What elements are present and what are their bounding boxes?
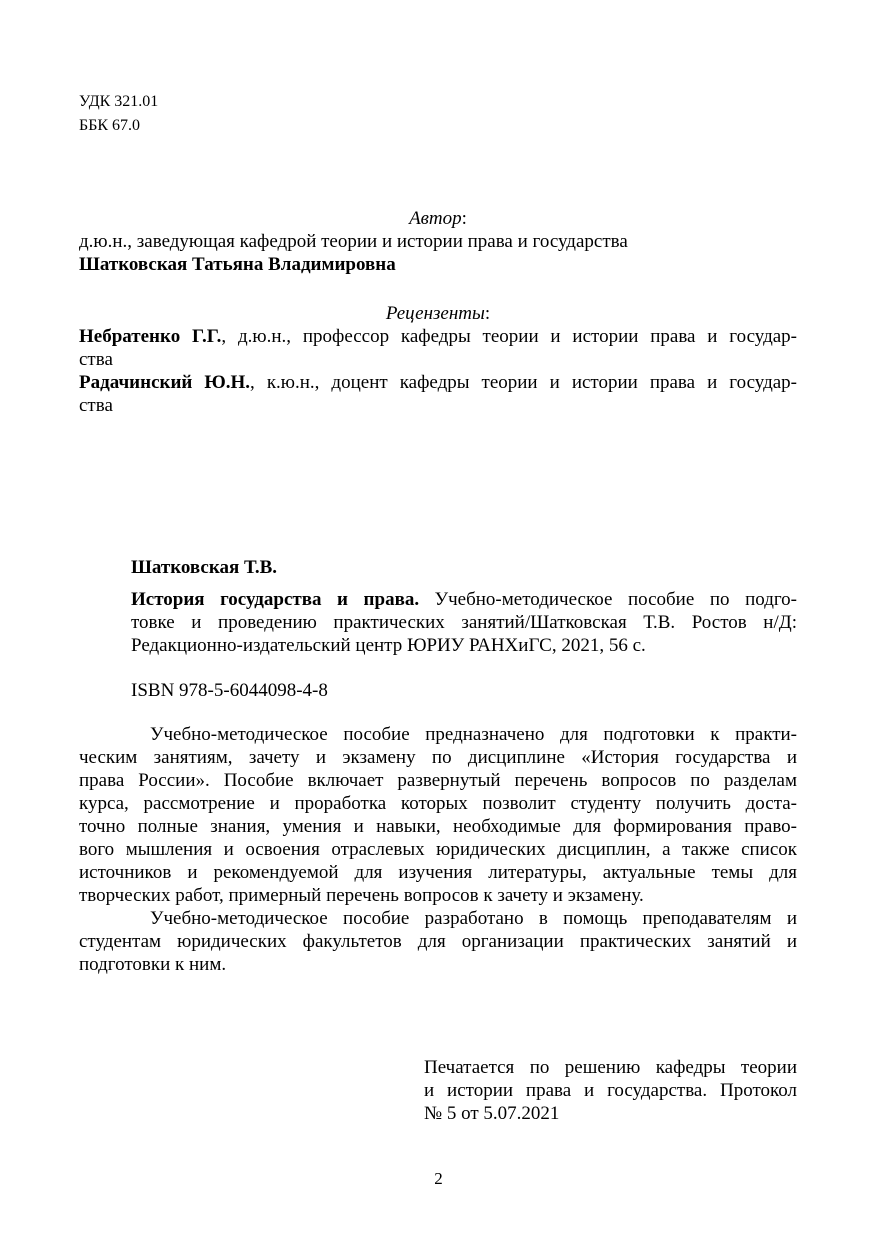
reviewer-entry	[79, 371, 797, 417]
bibliographic-record	[131, 556, 797, 657]
printing-approval-line: Печатается по решению кафедры теории	[424, 1057, 797, 1078]
reviewers-heading	[79, 302, 797, 325]
reviewer-name: Небратенко Г.Г.	[79, 326, 222, 347]
annotation-line: творческих работ, примерный перечень вопросов к зачету и экзамену.	[79, 885, 644, 906]
reviewer-credentials: , д.ю.н., профессор кафедры теории и истории права и государ-	[221, 326, 797, 347]
annotation-line: ческим занятиям, зачету и экзамену по дисциплине «История государства и	[79, 747, 797, 768]
author-heading	[79, 207, 797, 230]
annotation-line: источников и рекомендуемой для изучения литературы, актуальные темы для	[79, 862, 797, 883]
udk-code: УДК 321.01	[79, 93, 159, 110]
author-name: Шатковская Татьяна Владимировна	[79, 254, 396, 275]
annotation	[79, 723, 797, 976]
annotation-line: вого мышления и освоения отраслевых юридических дисциплин, а также список	[79, 839, 797, 860]
author-heading-colon: :	[461, 208, 467, 229]
page-number: 2	[434, 1169, 443, 1188]
biblio-title: История государства и права.	[131, 589, 420, 610]
annotation-line: студентам юридических факультетов для организации практических занятий и	[79, 931, 797, 952]
reviewers-heading-text: Рецензенты	[385, 303, 485, 324]
reviewer-line	[79, 371, 797, 394]
author-heading-text: Автор	[409, 208, 462, 229]
author-block	[79, 207, 797, 276]
biblio-author: Шатковская Т.В.	[131, 557, 277, 578]
annotation-line: права России». Пособие включает развернутый перечень вопросов по разделам	[79, 770, 797, 791]
annotation-line: подготовки к ним.	[79, 954, 227, 975]
biblio-line: Редакционно-издательский центр ЮРИУ РАНХиГС, 2021, 56 с.	[131, 635, 646, 656]
reviewer-line-continuation: ства	[79, 349, 113, 370]
printing-approval	[424, 1056, 797, 1125]
biblio-line: товке и проведению практических занятий/Шатковская Т.В. Ростов н/Д:	[131, 612, 797, 633]
reviewer-line-continuation: ства	[79, 395, 113, 416]
reviewer-credentials: , к.ю.н., доцент кафедры теории и истории права и государ-	[250, 372, 798, 393]
isbn: ISBN 978-5-6044098-4-8	[131, 680, 328, 701]
printing-approval-line: и истории права и государства. Протокол	[424, 1080, 797, 1101]
biblio-line	[131, 588, 797, 611]
annotation-line: курса, рассмотрение и проработка которых позволит студенту получить доста-	[79, 793, 797, 814]
author-title: д.ю.н., заведующая кафедрой теории и истории права и государства	[79, 231, 628, 252]
printing-approval-line: № 5 от 5.07.2021	[424, 1103, 560, 1124]
biblio-description: Учебно-методическое пособие по подго-	[419, 589, 798, 610]
reviewer-line	[79, 325, 797, 348]
reviewer-entry	[79, 325, 797, 371]
annotation-line: Учебно-методическое пособие предназначено для подготовки к практи-	[150, 724, 797, 745]
reviewer-name: Радачинский Ю.Н.	[79, 372, 251, 393]
reviewers-heading-colon: :	[484, 303, 491, 324]
annotation-line: точно полные знания, умения и навыки, необходимые для формирования право-	[79, 816, 797, 837]
reviewers-block	[79, 302, 797, 417]
annotation-line: Учебно-методическое пособие разработано в помощь преподавателям и	[150, 908, 797, 929]
classification-codes	[79, 90, 158, 138]
bbk-code: ББК 67.0	[79, 117, 141, 134]
